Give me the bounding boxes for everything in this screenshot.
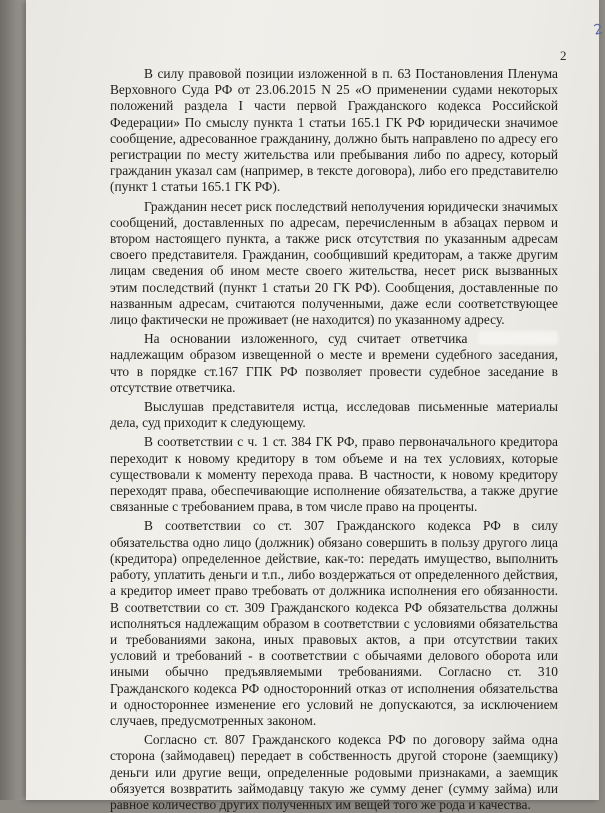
paragraph-risk-of-nonreceipt: Гражданин несет риск последствий неполучения юридически значимых сообщений, доставленных по адресам, перечисленным в абзацах первом и втором настоящего пункта, а также риск отсутствия по указанным адресам своего представителя. Гражданин, сообщивший кредиторам, а также другим лицам сведения об ином месте своего жительства, несет риск вызванных этим последствий (пункт 1 статьи 20 ГК РФ). Сообщения, доставленные по названным адресам, считаются полученными, даже если соответствующее лицо фактически не проживает (не находится) по указанному адресу.: [110, 198, 558, 328]
paragraph-article-384: В соответствии с ч. 1 ст. 384 ГК РФ, право первоначального кредитора переходит к новому кредитору в том объеме и на тех условиях, которые существовали к моменту перехода права. В частности, к новому кредитору переходят права, обеспечивающие исполнение обязательства, а также другие связанные с требованием права, в том числе право на проценты.: [110, 434, 558, 515]
paragraph-court-conclusion-start: На основании изложенного, суд считает ответчика: [144, 331, 468, 347]
redacted-name: [478, 331, 558, 345]
paragraph-hearing: Выслушав представителя истца, исследовав письменные материалы дела, суд приходит к следующему.: [110, 399, 558, 431]
paragraph-legal-position: В силу правовой позиции изложенной в п. 63 Постановления Пленума Верховного Суда РФ от 23.06.2015 N 25 «О применении судами некоторых положений раздела I части первой Гражданского кодекса Российской Федерации» По смыслу пункта 1 статьи 165.1 ГК РФ юридически значимое сообщение, адресованное гражданину, должно быть направлено по адресу его регистрации по месту жительства или пребывания либо по адресу, который гражданин указал сам (например, в тексте договора), либо его представителю (пункт 1 статьи 165.1 ГК РФ).: [110, 66, 558, 195]
document-body: [110, 66, 558, 813]
handwritten-page-mark: 2: [592, 21, 605, 39]
page-edge-shadow: [0, 0, 26, 800]
document-page: [26, 0, 605, 812]
paragraph-court-conclusion: [110, 331, 558, 396]
paragraph-court-conclusion-rest: надлежащим образом извещенной о месте и времени судебного заседания, что в порядке ст.167 ГПК РФ позволяет провести судебное заседание в отсутствие ответчика.: [110, 347, 558, 395]
page-number: 2: [560, 48, 567, 63]
paragraph-article-807: Согласно ст. 807 Гражданского кодекса РФ по договору займа одна сторона (займодавец) передает в собственность другой стороне (заемщику) деньги или другие вещи, определенные родовыми признаками, а заемщик обязуется возвратить займодавцу такую же сумму денег (сумму займа) или равное количество других полученных им вещей того же рода и качества.: [110, 732, 558, 812]
paragraph-articles-307-310: В соответствии со ст. 307 Гражданского кодекса РФ в силу обязательства одно лицо (должник) обязано совершить в пользу другого лица (кредитора) определенное действие, как-то: передать имущество, выполнить работу, уплатить деньги и т.п., либо воздержаться от определенного действия, а кредитор имеет право требовать от должника исполнения его обязанности. В соответствии со ст. 309 Гражданского кодекса РФ обязательства должны исполняться надлежащим образом в соответствии с условиями обязательства и требованиями закона, иных правовых актов, а при отсутствии таких условий и требований - в соответствии с обычаями делового оборота или иными обычно предъявляемыми требованиями. Согласно ст. 310 Гражданского кодекса РФ односторонний отказ от исполнения обязательства и одностороннее изменение его условий не допускаются, за исключением случаев, предусмотренных законом.: [110, 518, 558, 728]
